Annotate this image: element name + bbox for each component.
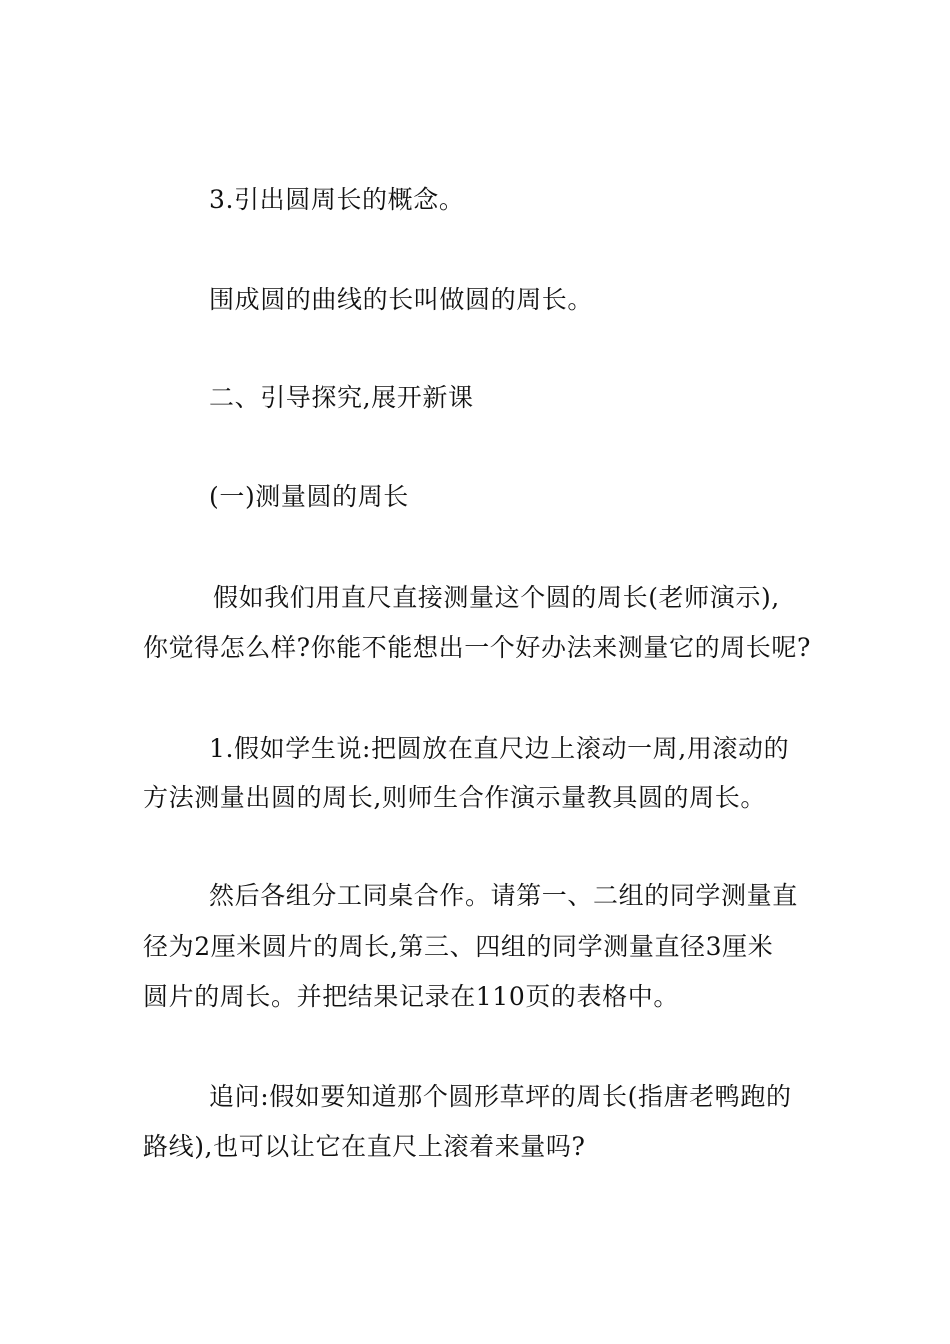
paragraph-line: 圆片的周长。并把结果记录在110页的表格中。 [143, 982, 679, 1011]
paragraph-line: 1.假如学生说:把圆放在直尺边上滚动一周,用滚动的 [209, 734, 790, 763]
section-item-circumference-concept: 3.引出圆周长的概念。 [209, 185, 465, 214]
paragraph-line: 你觉得怎么样?你能不能想出一个好办法来测量它的周长呢? [143, 633, 812, 662]
section-heading: 二、引导探究,展开新课 [209, 383, 474, 412]
paragraph-line: 追问:假如要知道那个圆形草坪的周长(指唐老鸭跑的 [209, 1082, 792, 1111]
paragraph-line: 方法测量出圆的周长,则师生合作演示量教具圆的周长。 [143, 783, 766, 812]
paragraph-line: 径为2厘米圆片的周长,第三、四组的同学测量直径3厘米 [143, 932, 774, 961]
paragraph-line: 假如我们用直尺直接测量这个圆的周长(老师演示), [213, 583, 780, 612]
definition-text: 围成圆的曲线的长叫做圆的周长。 [209, 285, 594, 314]
paragraph-line: 路线),也可以让它在直尺上滚着来量吗? [143, 1132, 586, 1161]
subsection-heading: (一)测量圆的周长 [209, 482, 409, 511]
paragraph-line: 然后各组分工同桌合作。请第一、二组的同学测量直 [209, 881, 798, 910]
